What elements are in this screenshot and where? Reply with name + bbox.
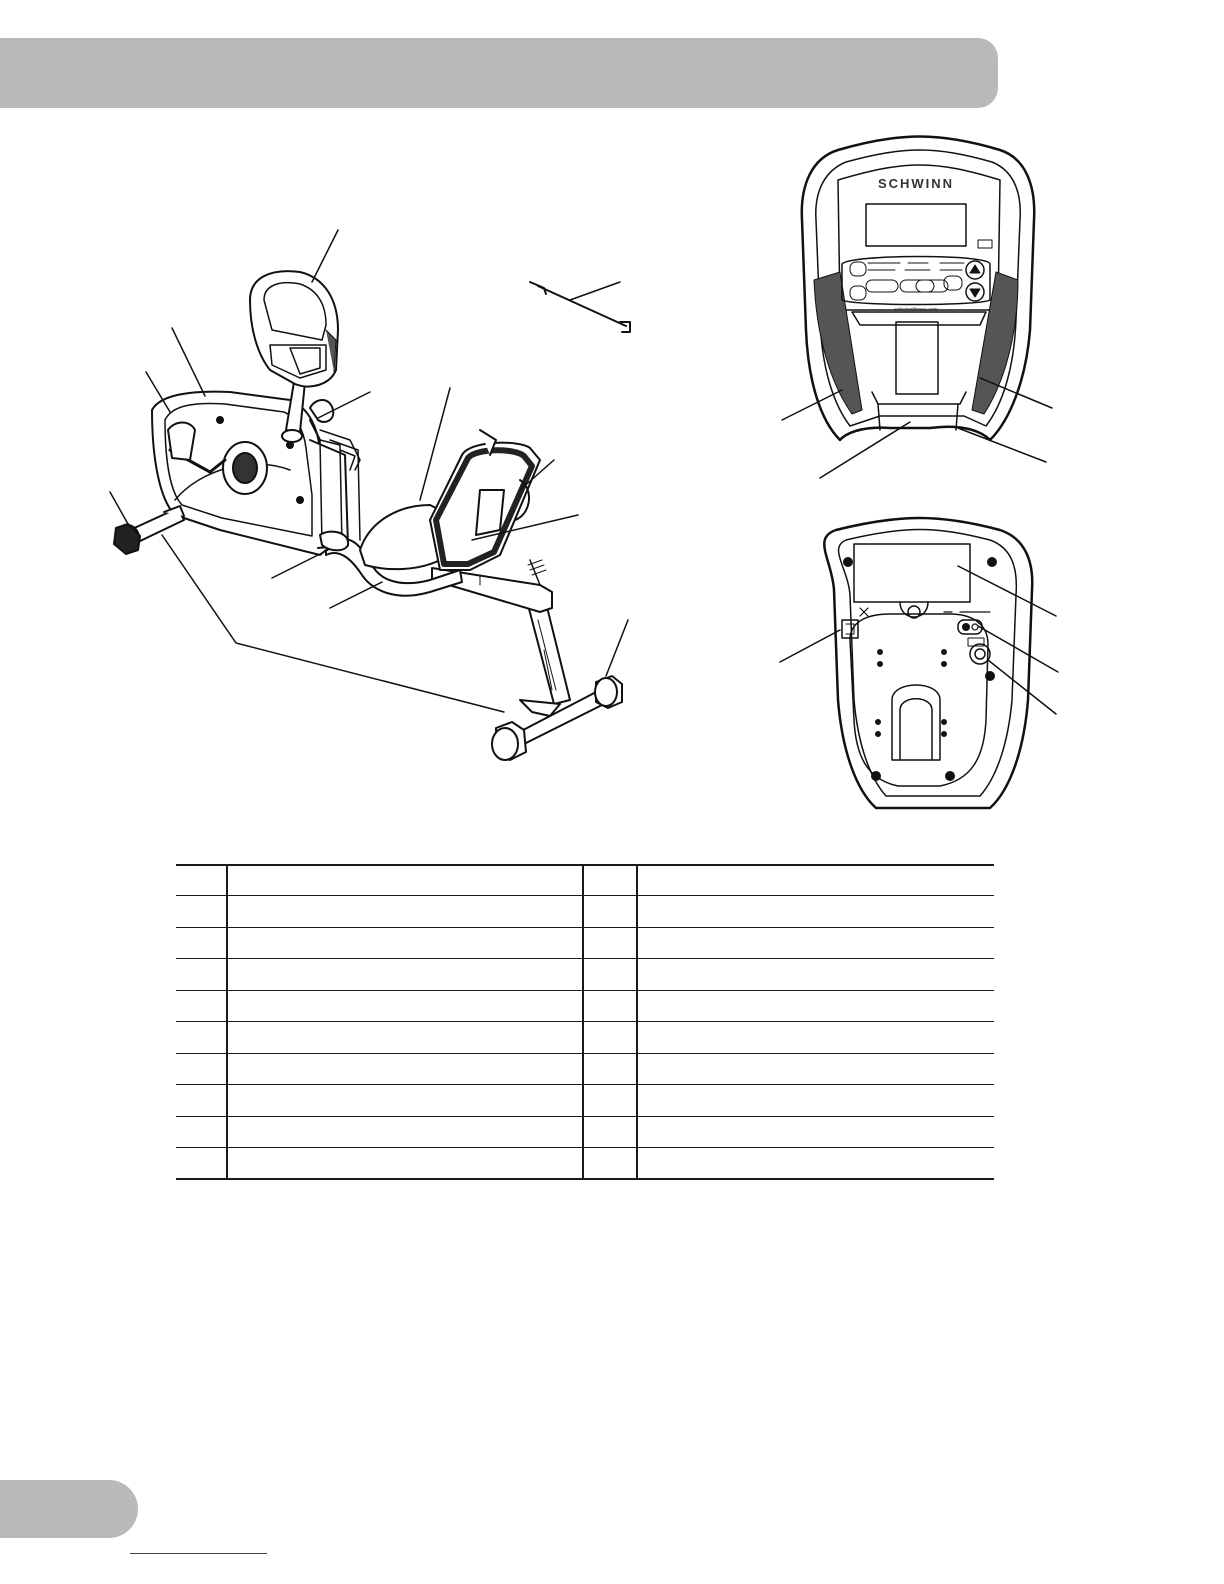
console-back-drawing (780, 518, 1058, 808)
table-row (176, 1084, 994, 1115)
table-row (176, 1053, 994, 1084)
table-row (176, 895, 994, 926)
table-row (176, 958, 994, 989)
table-row (176, 927, 994, 958)
table-row (176, 1147, 994, 1178)
cable-drawing (530, 282, 630, 332)
page-number-tab (0, 1480, 138, 1538)
table-row (176, 864, 994, 895)
table-row (176, 990, 994, 1021)
table-row (176, 1116, 994, 1147)
console-brand-logo: SCHWINN (877, 176, 955, 191)
parts-table (176, 864, 994, 1180)
footer-link[interactable] (130, 1553, 267, 1554)
console-url-text: schwinnfitness.com (894, 307, 938, 313)
recumbent-bike-drawing (110, 230, 628, 760)
table-rule (176, 1178, 994, 1180)
table-row (176, 1021, 994, 1052)
